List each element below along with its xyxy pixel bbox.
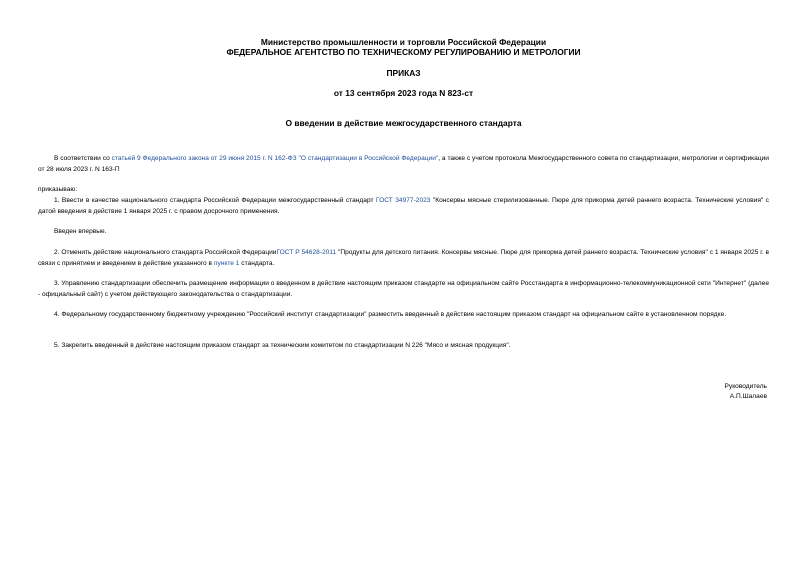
document-date-number: от 13 сентября 2023 года N 823-ст [333, 88, 474, 98]
item-2-text-2: "Продукты для детского питания. Консервы мясные. Пюре для прикорма детей раннего возраста. Технические условия" с 1 января 2025 г. в связи с принятием и введением в действие указанного в [38, 249, 770, 267]
item-1-paragraph [38, 196, 769, 217]
gost-34977-link[interactable]: ГОСТ 34977-2023 [375, 197, 431, 204]
item-1-text-2: "Консервы мясные стерилизованные. Пюре для прикорма детей раннего возраста. Технические условия" с датой введения в действие 1 января 2025 г. с правом досрочного применения. [38, 197, 769, 215]
agency-name: ФЕДЕРАЛЬНОЕ АГЕНТСТВО ПО ТЕХНИЧЕСКОМУ РЕГУЛИРОВАНИЮ И МЕТРОЛОГИИ [226, 47, 581, 57]
item-4-paragraph: 4. Федеральному государственному бюджетному учреждению "Российский институт стандартизации" разместить введенный в действие настоящим приказом стандарт на официальном сайте в установленном порядке. [54, 311, 727, 318]
preamble-paragraph [38, 154, 769, 175]
preamble-text-1: В соответствии со [54, 155, 112, 162]
item-1-text-1: 1. Ввести в качестве национального стандарта Российской Федерации межгосударственный стандарт [54, 197, 376, 204]
order-word: приказываю: [38, 186, 78, 193]
item-3-paragraph: 3. Управлению стандартизации обеспечить размещение информации о введенном в действие настоящим приказом стандарте на официальном сайте Росстандарта в информационно-телекоммуникационной сети "Интернет" (далее - официальный сайт) с учетом действующего законодательства о стандартизации. [38, 280, 769, 298]
item-5-paragraph: 5. Закрепить введенный в действие настоящим приказом стандарт за техническим комитетом по стандартизации N 226 "Мясо и мясная продукция". [54, 342, 511, 349]
item-2-text-1: 2. Отменить действие национального стандарта Российской Федерации [54, 249, 277, 256]
item-2-text-3: стандарта. [239, 259, 275, 267]
signature-name: А.П.Шалаев [729, 393, 767, 400]
document-title: О введении в действие межгосударственного стандарта [285, 118, 522, 128]
signature-position: Руководитель [724, 383, 767, 390]
document-type: ПРИКАЗ [386, 68, 421, 78]
item-2-paragraph [38, 248, 769, 269]
preamble-text-2: , а также с учетом протокола Межгосударственного совета по стандартизации, метрологии и сертификации от 28 июля 2023 г. N 163-П [38, 155, 769, 173]
gost-r-54628-link[interactable]: ГОСТ Р 54628-2011 [276, 249, 337, 256]
item-1-reference-link[interactable]: пункте 1 [213, 259, 240, 267]
ministry-name: Министерство промышленности и торговли Российской Федерации [260, 37, 547, 47]
law-link[interactable]: статьей 9 Федерального закона от 29 июня 2015 г. N 162-ФЗ "О стандартизации в Российской Федерации" [111, 155, 439, 162]
introduced-first-note: Введен впервые. [54, 228, 107, 235]
